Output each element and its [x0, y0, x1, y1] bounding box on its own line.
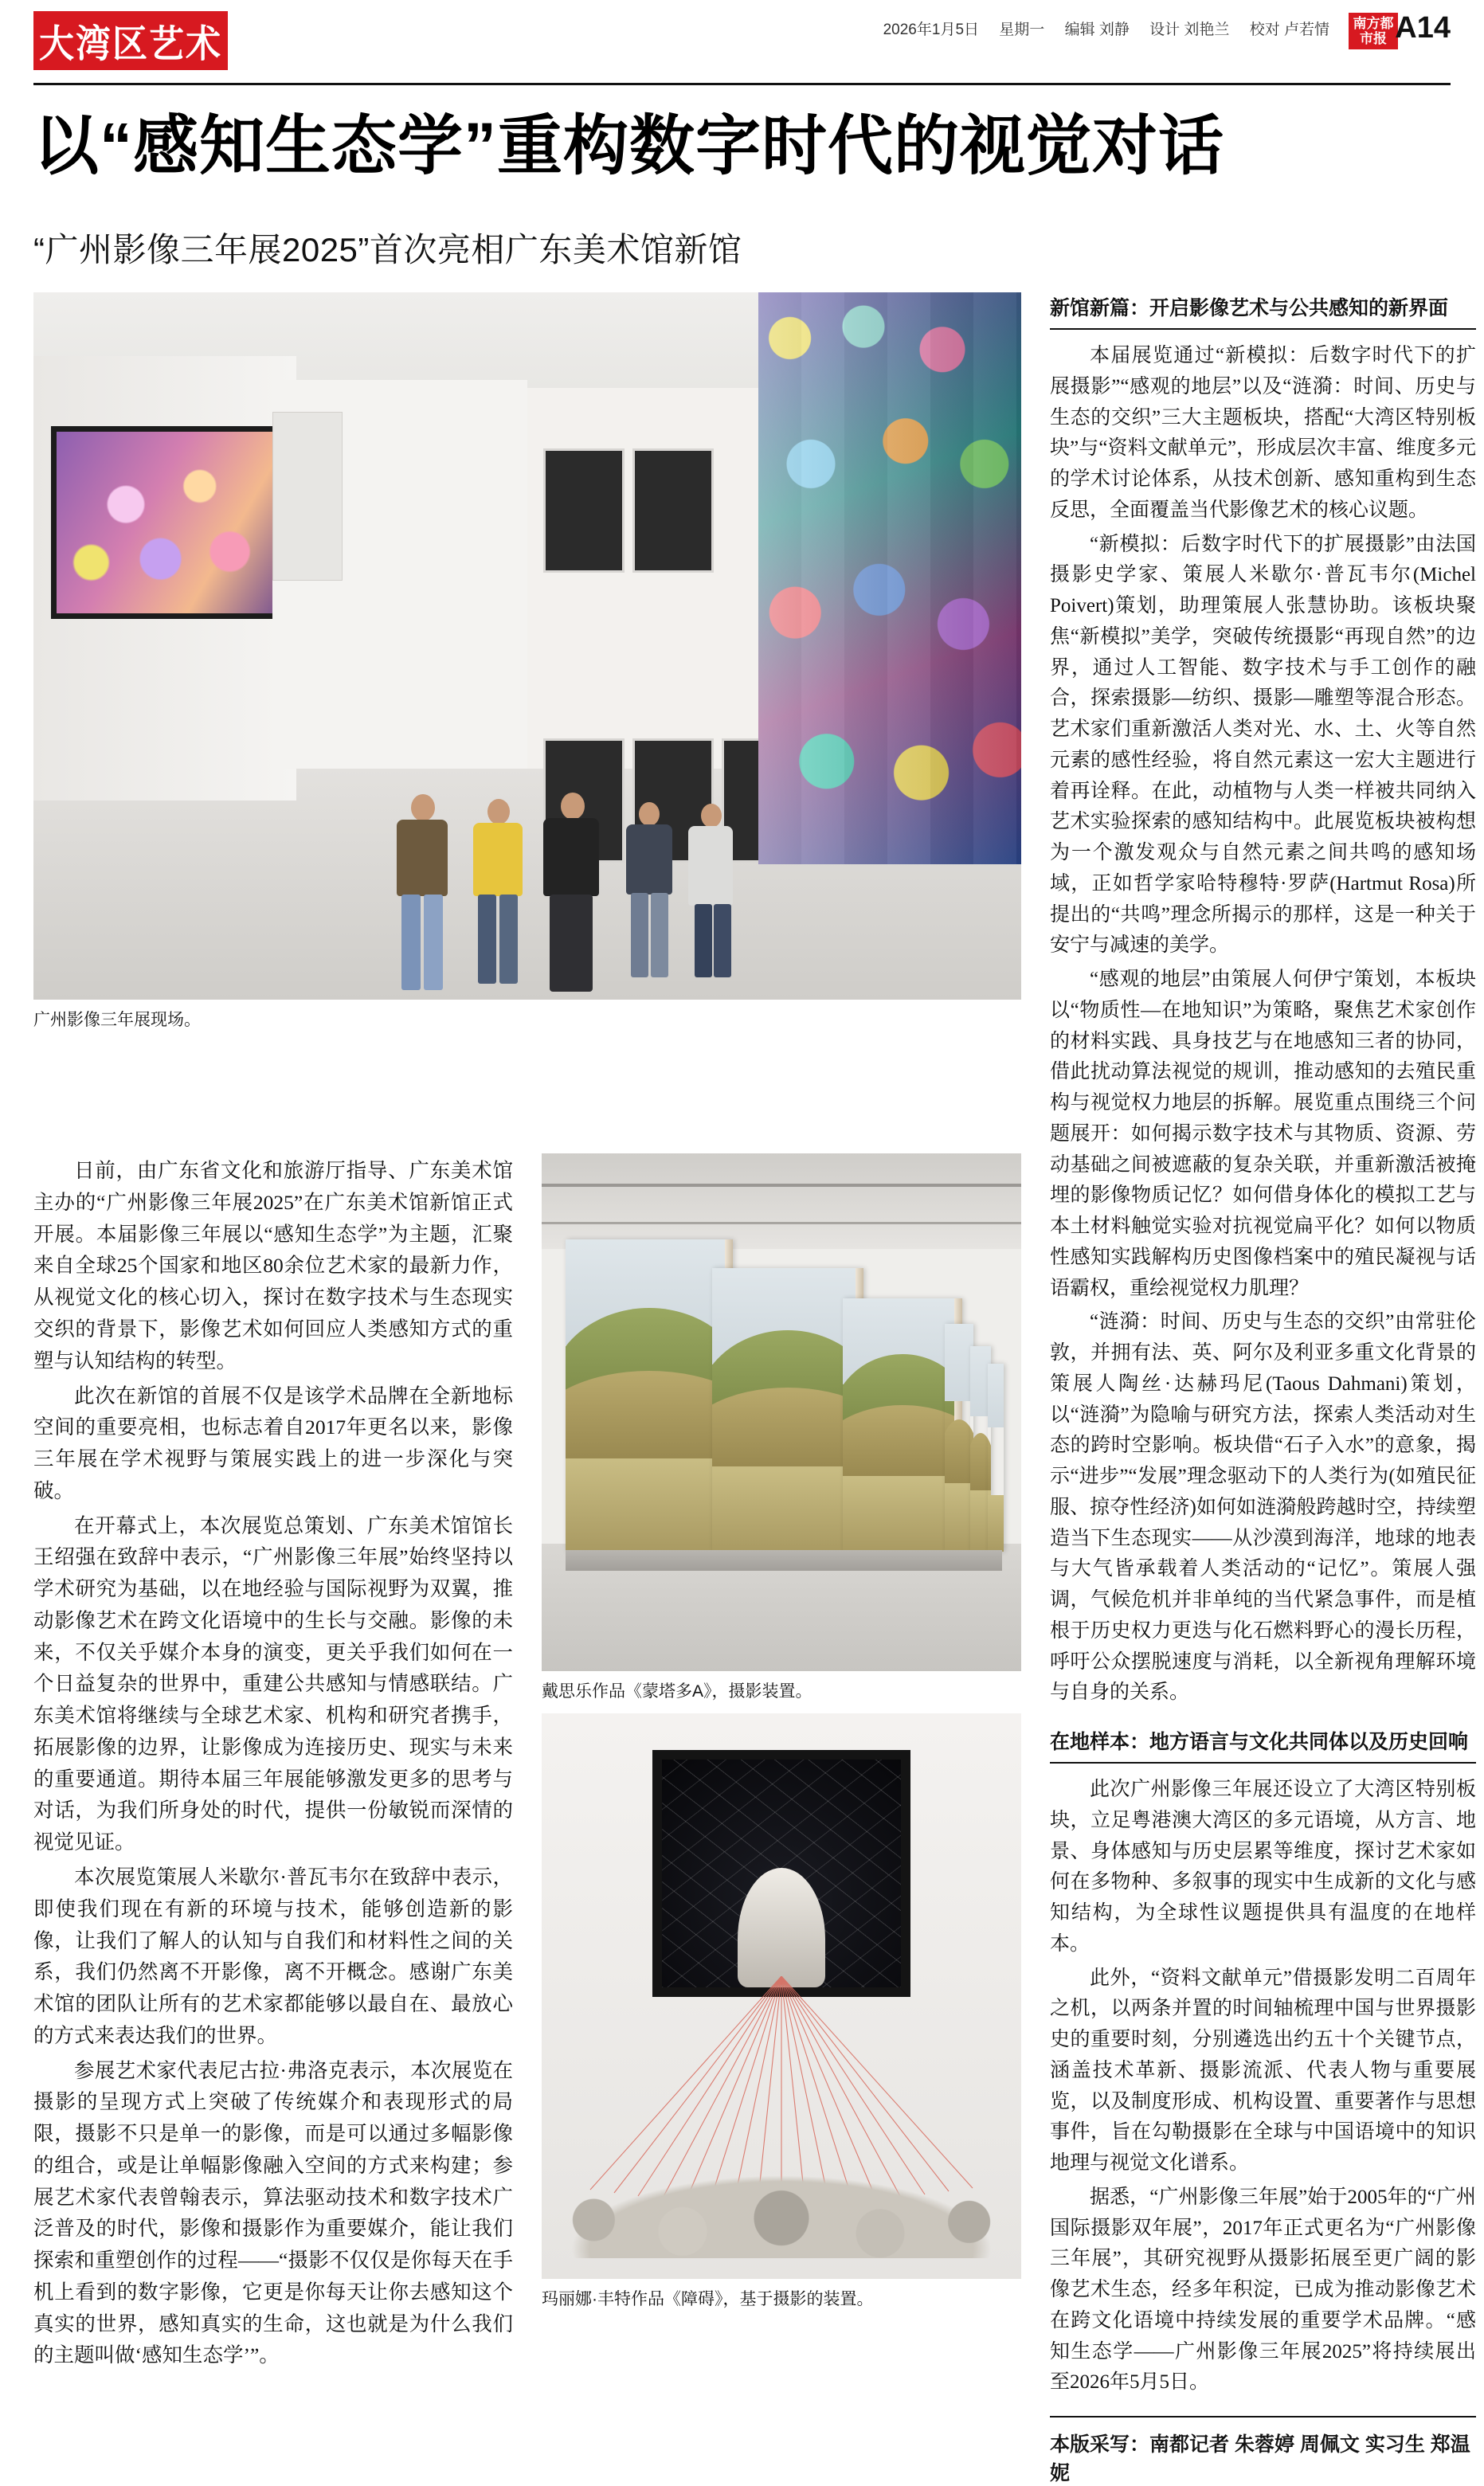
paragraph: 本届展览通过“新模拟：后数字时代下的扩展摄影”“感观的地层”以及“涟漪：时间、历史与生态的交织”三大主题板块，搭配“大湾区特别板块”与“资料文献单元”，形成层次丰富、维度多元的学术讨论体系，从技术创新、感知重构到生态反思，全面覆盖当代影像艺术的核心议题。 — [1050, 345, 1476, 521]
paragraph: 本次展览策展人米歇尔·普瓦韦尔在致辞中表示，即使我们现在有新的环境与技术，能够创造新的影像，让我们了解人的认知与自我们和材料性之间的关系，我们仍然离不开影像，离不开概念。感谢广东美术馆的团队让所有的艺术家都能够以最自在、最放心的方式来表达我们的世界。 — [33, 1865, 513, 2047]
masthead — [33, 0, 1451, 85]
issue-weekday: 星期一 — [999, 22, 1045, 38]
paragraph: 据悉，“广州影像三年展”始于2005年的“广州国际摄影双年展”，2017年正式更名为“广州影像三年展”，其研究视野从摄影拓展至更广阔的影像艺术生态，经多年积淀，已成为推动影像艺术在跨文化语境中持续发展的重要学术品牌。“感知生态学——广州影像三年展2025”将持续展出至2026年5月5日。 — [1050, 2186, 1476, 2394]
page-number: A14 — [1395, 11, 1451, 45]
paragraph: 在开幕式上，本次展览总策划、广东美术馆馆长王绍强在致辞中表示，“广州影像三年展”始终坚持以学术研究为基础，以在地经验与国际视野为双翼，推动影像艺术在跨文化语境中的生长与交融。影像的未来，不仅关乎媒介本身的演变，更关乎我们如何在一个日益复杂的世界中，重建公共感知与情感联结。广东美术馆将继续与全球艺术家、机构和研究者携手，拓展影像的边界，让影像成为连接历史、现实与未来的重要通道。期待本届三年展能够激发更多的思考与对话，为我们所身处的时代，提供一份敏锐而深情的视觉见证。 — [33, 1513, 513, 1854]
photo-obstacle — [542, 1713, 1021, 2279]
visitor — [532, 793, 615, 993]
photo-caption: 玛丽娜·丰特作品《障碍》，基于摄影的装置。 — [542, 2290, 874, 2309]
paragraph: 此次广州影像三年展还设立了大湾区特别板块，立足粤港澳大湾区的多元语境，从方言、地景、身体感知与历史层累等维度，探讨艺术家如何在多物种、多叙事的现实中生成新的文化与感知结构，为全球性议题提供具有温度的在地样本。 — [1050, 1779, 1476, 1955]
visitor — [617, 802, 683, 982]
column-middle — [542, 1153, 1021, 2486]
masthead-meta — [883, 18, 1345, 39]
byline: 本版采写：南都记者 朱蓉婷 周佩文 实习生 郑温妮 — [1050, 2416, 1476, 2486]
paragraph: “感观的地层”由策展人何伊宁策划，本板块以“物质性—在地知识”为策略，聚焦艺术家创作的材料实践、具身技艺与在地感知三者的协同，借此扰动算法视觉的规训，推动感知的去殖民重构与视觉权力地层的拆解。展览重点围绕三个问题展开：如何揭示数字技术与其物质、资源、劳动基础之间被遮蔽的复杂关联，并重新激活被掩埋的影像物质记忆？如何借身体化的模拟工艺与本土材料触觉实验对抗视觉扁平化？如何以物质性感知实践解构历史图像档案中的殖民凝视与话语霸权，重绘视觉权力肌理？ — [1050, 969, 1476, 1299]
photo-exhibition-hall — [33, 292, 1021, 1000]
visitor — [464, 799, 535, 987]
section-logo-text: 大湾区艺术 — [39, 23, 222, 66]
paragraph: 日前，由广东省文化和旅游厅指导、广东美术馆主办的“广州影像三年展2025”在广东美术馆新馆正式开展。本届影像三年展以“感知生态学”为主题，汇聚来自全球25个国家和地区80余位艺术家的最新力作，从视觉文化的核心切入，探讨在数字技术与生态现实交织的背景下，影像艺术如何回应人类感知方式的重塑与认知结构的转型。 — [33, 1159, 513, 1372]
paragraph: “涟漪：时间、历史与生态的交织”由常驻伦敦，并拥有法、英、阿尔及利亚多重文化背景的策展人陶丝·达赫玛尼(Taous Dahmani)策划，以“涟漪”为隐喻与研究方法，探索人类活动对生态的跨时空影响。板块借“石子入水”的意象，揭示“进步”“发展”理念驱动下的人类行为(如殖民征服、掠夺性经济)如何如涟漪般跨越时空，持续塑造当下生态现实——从沙漠到海洋，地球的地表与大气皆承载着人类活动的“记忆”。策展人强调，气候危机并非单纯的当代紧急事件，而是植根于历史权力更迭与化石燃料野心的漫长历程，呼吁公众摆脱速度与消耗，以全新视角理解环境与自身的关系。 — [1050, 1311, 1476, 1704]
designer-credit: 设计 刘艳兰 — [1149, 22, 1230, 38]
page-title: 以“感知生态学”重构数字时代的视觉对话 — [33, 110, 1225, 182]
left-column-text — [33, 1155, 513, 2371]
right-column-text-1 — [1050, 341, 1476, 1709]
paragraph: 参展艺术家代表尼古拉·弗洛克表示，本次展览在摄影的呈现方式上突破了传统媒介和表现形式的局限，摄影不只是单一的影像，而是可以通过多幅影像的组合，或是让单幅影像融入空间的方式来构建；参展艺术家代表曾翰表示，算法驱动技术和数字技术广泛普及的时代，影像和摄影作为重要媒介，能让我们探索和重塑创作的过程——“摄影不仅仅是你每天在手机上看到的数字影像，它更是你每天让你去感知这个真实的世界，感知真实的生命，这也就是为什么我们的主题叫做‘感知生态学’”。 — [33, 2058, 513, 2367]
lead-photo-block — [33, 292, 1021, 1153]
paper-name-mark: 南方都市报 — [1349, 13, 1398, 49]
photo-caption: 戴思乐作品《蒙塔多A》，摄影装置。 — [542, 1682, 812, 1701]
section-heading-2: 在地样本：地方语言与文化共同体以及历史回响 — [1050, 1726, 1476, 1764]
section-logo — [33, 11, 228, 70]
photo-caption: 广州影像三年展现场。 — [33, 1011, 201, 1030]
article-body — [33, 292, 1476, 2486]
visitor — [384, 794, 460, 993]
right-column-text-2 — [1050, 1775, 1476, 2398]
column-left — [33, 1155, 513, 2486]
section-heading-1: 新馆新篇：开启影像艺术与公共感知的新界面 — [1050, 292, 1476, 330]
paragraph: 此外，“资料文献单元”借摄影发明二百周年之机，以两条并置的时间轴梳理中国与世界摄影史的重要时刻，分别遴选出约五十个关键节点，涵盖技术革新、摄影流派、代表人物与重要展览，以及制度形成、机构设置、重要著作与思想事件，旨在勾勒摄影在全球与中国语境中的知识地理与视觉文化谱系。 — [1050, 1967, 1476, 2175]
photo-montage-a — [542, 1153, 1021, 1671]
proofreader-credit: 校对 卢若情 — [1249, 22, 1329, 38]
issue-date: 2026年1月5日 — [883, 22, 980, 38]
column-right — [1050, 292, 1476, 2486]
visitor — [680, 804, 744, 979]
page-subtitle: “广州影像三年展2025”首次亮相广东美术馆新馆 — [33, 231, 742, 269]
editor-credit: 编辑 刘静 — [1064, 22, 1130, 38]
paragraph: 此次在新馆的首展不仅是该学术品牌在全新地标空间的重要亮相，也标志着自2017年更名以来，影像三年展在学术视野与策展实践上的进一步深化与突破。 — [33, 1384, 513, 1502]
rubble-base — [542, 2163, 1021, 2258]
framed-photograph — [652, 1750, 910, 1997]
artwork-left-wall — [51, 426, 293, 619]
paragraph: “新模拟：后数字时代下的扩展摄影”由法国摄影史学家、策展人米歇尔·普瓦韦尔(Michel Poivert)策划，助理策展人张慧协助。该板块聚焦“新模拟”美学，突破传统摄影“再现自然”的边界，通过人工智能、数字技术与手工创作的融合，探索摄影—纺织、摄影—雕塑等混合形态。艺术家们重新激活人类对光、水、土、火等自然元素的感性经验，将自然元素这一宏大主题进行着再诠释。在此，动植物与人类一样被共同纳入艺术实验探索的感知结构中。此展览板块被构想为一个激发观众与自然元素之间共鸣的感知场域，正如哲学家哈特穆特·罗萨(Hartmut Rosa)所提出的“共鸣”理念所揭示的那样，这是一种关于安宁与减速的美学。 — [1050, 533, 1476, 957]
